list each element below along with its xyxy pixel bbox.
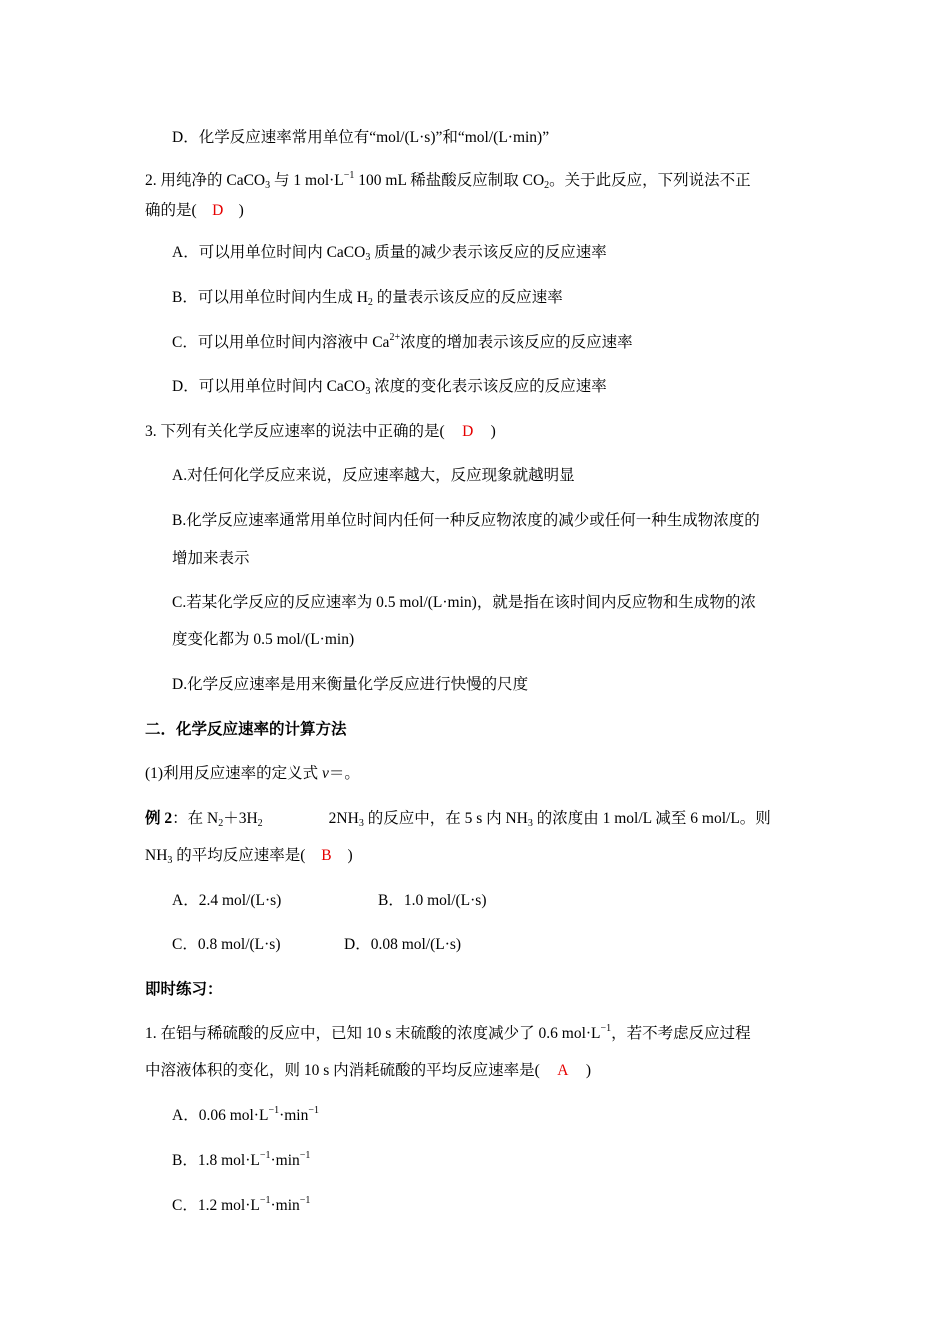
example-2-line2: $NH_3$ 的平均反应速率是( B ) xyxy=(145,847,353,866)
example-2-answer: B xyxy=(321,847,332,864)
q3-stem: 3. 下列有关化学反应速率的说法中正确的是( D ) xyxy=(145,423,496,440)
example-2-option-a: A．2.4 mol/(L·s) xyxy=(172,892,282,909)
example-label: 例 2 xyxy=(145,810,173,827)
q2-answer: D xyxy=(212,202,224,219)
section-heading: 二．化学反应速率的计算方法 xyxy=(145,721,347,738)
practice-heading: 即时练习： xyxy=(145,981,223,998)
q3-option-b: B.化学反应速率通常用单位时间内任何一种反应物浓度的减少或任何一种生成物浓度的 xyxy=(172,512,760,529)
practice-q1-line2: 中溶液体积的变化，则 10 s 内消耗硫酸的平均反应速率是( A ) xyxy=(145,1062,591,1079)
example-2-option-b: B．1.0 mol/(L·s) xyxy=(378,892,487,909)
q2-option-c: C．可以用单位时间内溶液中 $Ca^{2+}$浓度的增加表示该反应的反应速率 xyxy=(172,332,633,351)
practice-q1-answer: A xyxy=(557,1062,569,1079)
q3-option-b-cont: 增加来表示 xyxy=(172,550,250,567)
q3-option-c: C.若某化学反应的反应速率为 0.5 mol/(L·min)，就是指在该时间内反应物和生成物的浓 xyxy=(172,594,756,611)
example-2-option-d: D．0.08 mol/(L·s) xyxy=(344,936,462,953)
q2-stem: 2. 用纯净的 CaCO$_3$ 与 1 $mol\cdot L^{-1}$ 100 mL 稀盐酸反应制取 $CO_2$。关于此反应，下列说法不正 xyxy=(145,170,751,191)
q3-answer: D xyxy=(462,423,474,440)
q3-option-c-cont: 度变化都为 0.5 mol/(L·min) xyxy=(172,631,355,648)
q2-option-d: D．可以用单位时间内 CaCO$_3$ 浓度的变化表示该反应的反应速率 xyxy=(172,378,607,397)
q3-option-a: A.对任何化学反应来说，反应速率越大，反应现象就越明显 xyxy=(172,467,575,484)
practice-q1-stem: 1. 在铝与稀硫酸的反应中，已知 10 s 末硫酸的浓度减少了 0.6 $mol\cdot L^{-1}$，若不考虑反应过程 xyxy=(145,1023,751,1042)
prev-option-d: D．化学反应速率常用单位有“mol/(L·s)”和“mol/(L·min)” xyxy=(172,129,550,146)
method-1: (1)利用反应速率的定义式 v＝。 xyxy=(145,765,360,782)
practice-option-b: B．1.8 $mol\cdot L^{-1}\cdot\min^{-1}$ xyxy=(172,1150,311,1169)
q3-option-d: D.化学反应速率是用来衡量化学反应进行快慢的尺度 xyxy=(172,676,529,693)
example-2-option-c: C．0.8 mol/(L·s) xyxy=(172,936,281,953)
example-2-stem: 例 2：在 $N_2+3H_2$ $2NH_3$ 的反应中，在 5 s 内 $NH_3$ 的浓度由 1 mol/L 减至 6 mol/L。则 xyxy=(145,810,771,829)
practice-option-a: A．0.06 $mol\cdot L^{-1}\cdot\min^{-1}$ xyxy=(172,1105,319,1124)
q2-option-a: A．可以用单位时间内 CaCO$_3$ 质量的减少表示该反应的反应速率 xyxy=(172,244,607,263)
practice-option-c: C．1.2 $mol\cdot L^{-1}\cdot\min^{-1}$ xyxy=(172,1195,311,1214)
q2-stem-line2: 确的是( D ) xyxy=(145,202,244,219)
q2-option-b: B．可以用单位时间内生成 $H_2$ 的量表示该反应的反应速率 xyxy=(172,289,563,308)
